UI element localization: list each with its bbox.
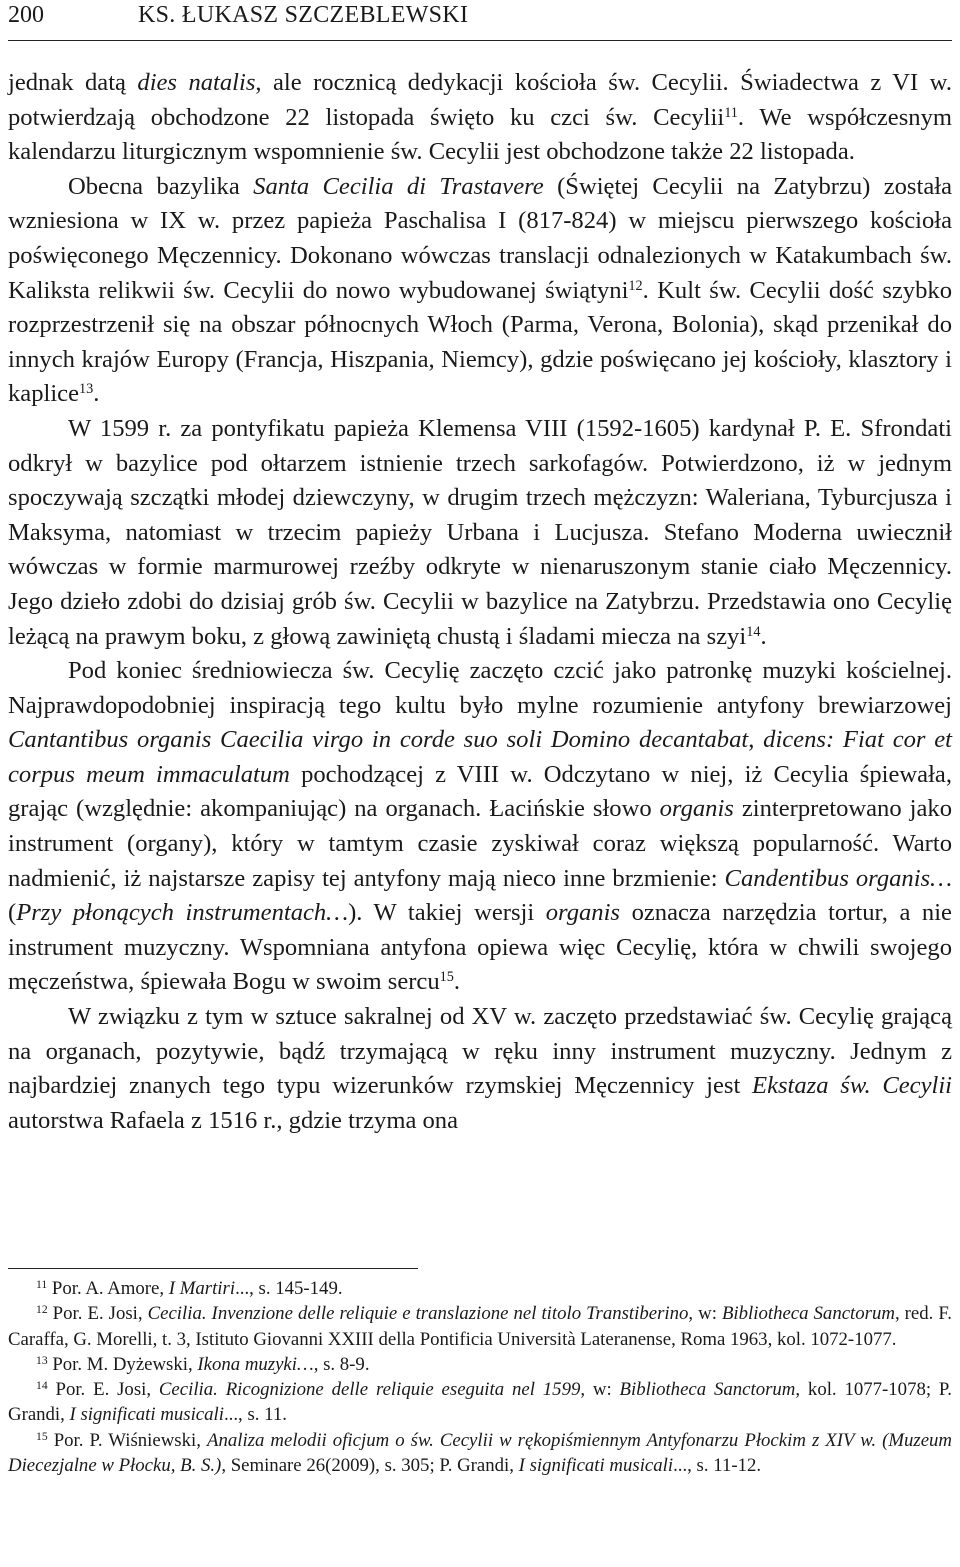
italic-text: I Martiri [168, 1278, 236, 1299]
text-run: ). W takiej wersji [348, 899, 546, 927]
footnote-reference: 11 [724, 104, 738, 121]
footnote-separator [8, 1268, 418, 1269]
footnote [8, 1301, 952, 1352]
text-run: Obecna bazylika [68, 172, 254, 200]
footnote-reference: 14 [746, 623, 761, 640]
text-run: ( [8, 899, 17, 927]
text-run: ..., s. 11. [223, 1404, 287, 1426]
footnote-number: 15 [36, 1429, 48, 1443]
italic-text: Santa Cecilia di Trastavere [253, 172, 544, 200]
text-run: , kol. 1077-1078; P. Grandi, [8, 1379, 952, 1426]
text-run: pochodzącej z VIII w. Odczytano w niej, iż Cecylia śpiewała, grając (względnie: akompaniując) na organach. Łacińskie słowo [8, 760, 952, 823]
running-header [8, 0, 952, 34]
footnote-number: 13 [36, 1354, 48, 1368]
text-run: . [93, 380, 100, 408]
footnote-number: 14 [36, 1379, 48, 1393]
paragraph [8, 654, 952, 1000]
text-run: Por. A. Amore, [47, 1278, 169, 1299]
text-run: , Seminare 26(2009), s. 305; P. Grandi, [221, 1455, 519, 1477]
text-run: , ale rocznicą dedykacji kościoła św. Cecylii. Świadectwa z VI w. potwierdzają obchodzone 22 listopada święto ku czci św. Cecylii [8, 69, 952, 131]
text-run: zinterpretowano jako instrument (organy), który w tamtym czasie zyskiwał coraz większą popularność. Warto nadmienić, iż najstarsze zapisy tej antyfony mają nieco inne brzmienie: [8, 795, 952, 892]
footnote-number: 12 [36, 1303, 48, 1317]
italic-text: Cecilia. Ricognizione delle reliquie eseguita nel 1599 [158, 1379, 581, 1401]
paragraph [8, 412, 952, 654]
italic-text: Cecilia. Invenzione delle reliquie e translazione nel titolo Transtiberino [147, 1303, 689, 1325]
text-run: . [453, 968, 461, 996]
text-run: , s. 8-9. [313, 1353, 370, 1375]
main-text [8, 66, 952, 1138]
footnotes [8, 1276, 952, 1478]
italic-text: dicens: Fiat cor et corpus meum immaculatum [8, 726, 952, 788]
text-run: (Świętej Cecylii na Zatybrzu) została wzniesiona w IX w. przez papieża Paschalisa I (817-824) w miejscu pierwszego kościoła poświęconego Męczennicy. Dokonano wówczas translacji odnalezionych w Katakumbach św. Kaliksta relikwii św. Cecylii do nowo wybudowanej świątyni [8, 172, 952, 304]
paragraph [8, 1000, 952, 1138]
text-run: , w: [580, 1379, 620, 1401]
italic-text: Przy płonących instrumentach… [16, 899, 349, 927]
footnote-reference: 12 [628, 277, 643, 294]
text-run: , red. F. Caraffa, G. Morelli, t. 3, Istituto Giovanni XXIII della Pontificia Università Lateranense, Roma 1963, kol. 1072-1077. [8, 1303, 952, 1350]
italic-text: Analiza melodii oficjum o św. Cecylii w rękopiśmiennym Antyfonarzu Płockim z XIV w. (Muzeum Diecezjalne w Płocku, B. S.) [8, 1429, 952, 1477]
footnote-number: 11 [36, 1278, 48, 1292]
text-run: Pod koniec średniowiecza św. Cecylię zaczęto czcić jako patronkę muzyki kościelnej. Najprawdopodobniej inspiracją tego kultu było mylne rozumienie antyfony brewiarzowej [8, 657, 952, 719]
italic-text: Bibliotheca Sanctorum [619, 1379, 796, 1401]
text-run: jednak datą [8, 69, 138, 96]
text-run: . We współczesnym kalendarzu liturgicznym wspomnienie św. Cecylii jest obchodzone także 22 listopada. [8, 103, 953, 166]
text-run: . [760, 622, 767, 650]
footnote [8, 1377, 952, 1428]
footnote [8, 1428, 952, 1479]
footnote-reference: 15 [439, 969, 454, 986]
text-run: W 1599 r. za pontyfikatu papieża Klemensa VIII (1592-1605) kardynał P. E. Sfrondati odkrył w bazylice pod ołtarzem istnienie trzech sarkofagów. Potwierdzono, iż w jednym spoczywają szczątki młodej dziewczyny, w drugim trzech mężczyzn: Waleriana, Tyburcjusza i Maksyma, natomiast w trzecim papieży Urbana i Lucjusza. Stefano Moderna uwiecznił wówczas w formie marmurowej rzeźby odkryte w nienaruszonym stanie ciało Męczennicy. Jego dzieło zdobi do dzisiaj grób św. Cecylii w bazylice na Zatybrzu. Przedstawia ono Cecylię leżącą na prawym boku, z głową zawiniętą chustą i śladami miecza na szyi [8, 414, 952, 650]
text-run: W związku z tym w sztuce sakralnej od XV w. zaczęto przedstawiać św. Cecylię grającą na organach, pozytywie, bądź trzymającą w ręku inny instrument muzyczny. Jednym z najbardziej znanych tego typu wizerunków rzymskiej Męczennicy jest [8, 1003, 952, 1100]
italic-text: organis [545, 899, 620, 927]
footnote-reference: 13 [79, 381, 94, 398]
italic-text: I significati musicali [69, 1404, 224, 1426]
italic-text: Ekstaza św. Cecylii [752, 1072, 952, 1100]
running-head-author: KS. ŁUKASZ SZCZEBLEWSKI [138, 2, 469, 28]
paragraph [8, 170, 952, 412]
italic-text: dies natalis [137, 69, 256, 96]
italic-text: Cantantibus organis Caecilia virgo in corde suo soli Domino decantabat [8, 726, 749, 754]
italic-text: Ikona muzyki… [197, 1353, 314, 1375]
footnote [8, 1352, 952, 1377]
text-run: . Kult św. Cecylii dość szybko rozprzestrzenił się na obszar północnych Włoch (Parma, Verona, Bolonia), skąd przenikał do innych krajów Europy (Francja, Hiszpania, Niemcy), gdzie poświęcano jej kościoły, klasztory i kaplice [8, 276, 952, 408]
text-run: , w: [688, 1303, 722, 1325]
text-run: , [748, 726, 764, 754]
text-run: autorstwa Rafaela z 1516 r., gdzie trzyma ona [8, 1106, 459, 1134]
text-run: Por. E. Josi, [47, 1303, 148, 1325]
italic-text: organis [659, 795, 734, 823]
text-run: oznacza narzędzia tortur, a nie instrument muzyczny. Wspomniana antyfona opiewa więc Cecylię, która w chwili swojego męczeństwa, śpiewała Bogu w swoim sercu [8, 899, 952, 996]
page-number: 200 [8, 2, 44, 28]
text-run: ..., s. 11-12. [673, 1455, 762, 1477]
italic-text: Candentibus organis… [724, 864, 952, 892]
paragraph [8, 66, 952, 170]
italic-text: I significati musicali [518, 1455, 674, 1477]
text-run: Por. M. Dyżewski, [47, 1353, 198, 1375]
text-run: ..., s. 145-149. [235, 1278, 343, 1299]
text-run: Por. E. Josi, [47, 1379, 159, 1401]
italic-text: Bibliotheca Sanctorum [721, 1303, 895, 1325]
footnote [8, 1276, 952, 1301]
header-rule [8, 40, 952, 41]
text-run: Por. P. Wiśniewski, [47, 1429, 207, 1451]
